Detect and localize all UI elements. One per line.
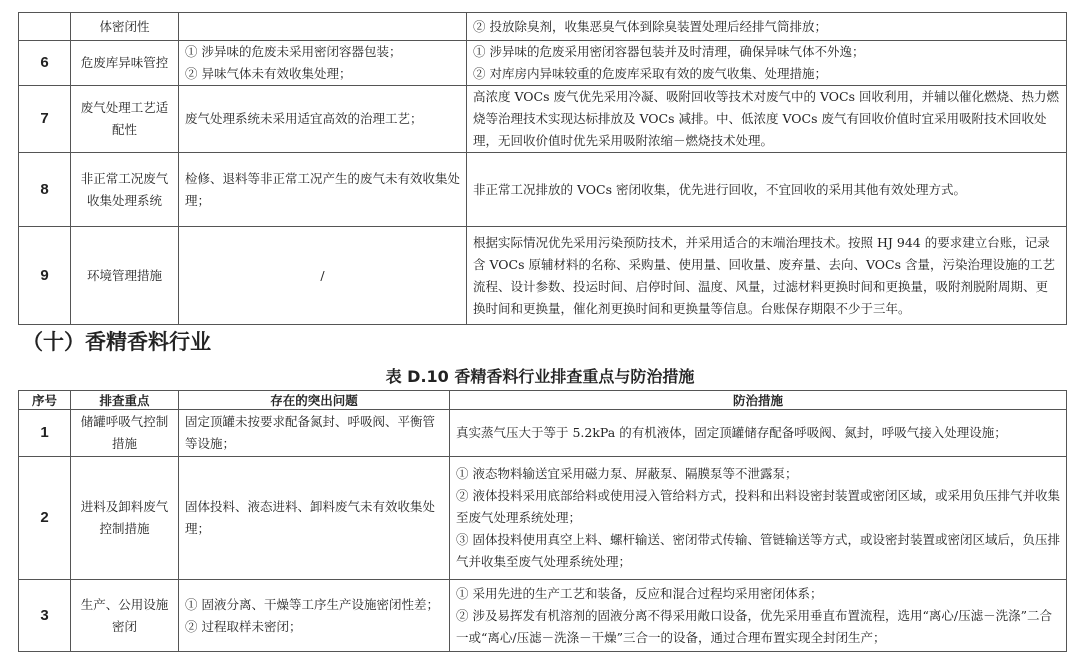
measure-text: ② 涉及易挥发有机溶剂的固液分离不得采用敞口设备，优先采用垂直布置流程，选用“离心/压滤－洗涤”二合一或“离心/压滤－洗涤－干燥”三合一的设备，通过合理布置实现全封闭生产；	[456, 607, 1052, 645]
check-point: 储罐呼吸气控制措施	[71, 410, 179, 457]
measures-cell	[450, 457, 1067, 580]
table-row	[19, 457, 1067, 580]
row-number: 8	[19, 153, 71, 227]
measures-cell	[467, 41, 1067, 86]
problem-text: 固定顶罐未按要求配备氮封、呼吸阀、平衡管等设施；	[185, 414, 436, 451]
check-point: 危废库异味管控	[71, 41, 179, 86]
row-number	[19, 13, 71, 41]
problem-cell	[179, 13, 467, 41]
measure-text: ② 液体投料采用底部给料或使用浸入管给料方式，投料和出料设密封装置或密闭区域，或采用负压排气并收集至废气处理系统处理；	[456, 488, 1060, 525]
header-point: 排查重点	[71, 391, 179, 410]
problem-cell	[179, 457, 450, 580]
measures-cell	[450, 410, 1067, 457]
measure-text: ③ 固体投料使用真空上料、螺杆输送、密闭带式传输、管链输送等方式，或设密封装置或密闭区域后，负压排气并收集至废气处理系统处理；	[456, 532, 1060, 569]
check-point: 非正常工况废气收集处理系统	[71, 153, 179, 227]
problem-text: 固体投料、液态进料、卸料废气未有效收集处理；	[185, 499, 436, 536]
row-number: 3	[19, 580, 71, 652]
problem-cell	[179, 410, 450, 457]
problem-cell	[179, 86, 467, 153]
header-problem: 存在的突出问题	[179, 391, 450, 410]
measure-text: 真实蒸气压大于等于 5.2kPa 的有机液体，固定顶罐储存配备呼吸阀、氮封，呼吸气接入处理设施；	[456, 425, 1007, 440]
table-header-row	[19, 391, 1067, 410]
section-heading: （十）香精香料行业	[22, 330, 211, 354]
measure-text: ② 对库房内异味较重的危废库采取有效的废气收集、处理措施；	[473, 66, 827, 81]
measures-cell	[467, 153, 1067, 227]
measure-text: ① 涉异味的危废采用密闭容器包装并及时清理，确保异味气体不外逸；	[473, 44, 865, 59]
problem-text: ① 涉异味的危废未采用密闭容器包装；	[185, 44, 402, 59]
row-number: 2	[19, 457, 71, 580]
check-point: 废气处理工艺适配性	[71, 86, 179, 153]
measures-cell	[467, 86, 1067, 153]
table-row	[19, 41, 1067, 86]
table-row	[19, 227, 1067, 325]
check-point: 生产、公用设施密闭	[71, 580, 179, 652]
problem-text: /	[320, 267, 325, 283]
measure-text: 根据实际情况优先采用污染预防技术，并采用适合的末端治理技术。按照 HJ 944 的要求建立台账，记录含 VOCs 原辅材料的名称、采购量、使用量、回收量、废弃量、去向、VOCs 含量，污染治理设施的工艺流程、设计参数、投运时间、启停时间、温度、风量，过滤材料更换时间和更换量，吸附剂脱附周期、更换时间和更换量，催化剂更换时间和更换量等信息。台账保存期限不少于三年。	[473, 234, 1055, 316]
check-point: 环境管理措施	[71, 227, 179, 325]
measures-cell	[467, 13, 1067, 41]
table-d10	[18, 390, 1067, 652]
table-row	[19, 86, 1067, 153]
measure-text: 高浓度 VOCs 废气优先采用冷凝、吸附回收等技术对废气中的 VOCs 回收利用，并辅以催化燃烧、热力燃烧等治理技术实现达标排放及 VOCs 减排。中、低浓度 VOCs 废气有回收价值时宜采用吸附技术回收处理，无回收价值时优先采用吸附浓缩－燃烧技术处理。	[473, 89, 1059, 148]
table-row	[19, 153, 1067, 227]
check-point: 体密闭性	[71, 13, 179, 41]
problem-text: ② 过程取样未密闭；	[185, 618, 302, 634]
measures-cell	[467, 227, 1067, 325]
problem-text: 废气处理系统未采用适宜高效的治理工艺；	[185, 111, 423, 126]
table-top	[18, 12, 1067, 325]
header-measures: 防治措施	[450, 391, 1067, 410]
row-number: 1	[19, 410, 71, 457]
problem-cell	[179, 580, 450, 652]
table-row	[19, 13, 1067, 41]
problem-cell	[179, 227, 467, 325]
row-number: 7	[19, 86, 71, 153]
measures-cell	[450, 580, 1067, 652]
header-no: 序号	[19, 391, 71, 410]
table-row	[19, 410, 1067, 457]
measure-text: 非正常工况排放的 VOCs 密闭收集，优先进行回收，不宜回收的采用其他有效处理方式。	[473, 181, 966, 197]
measure-text: ① 液态物料输送宜采用磁力泵、屏蔽泵、隔膜泵等不泄露泵；	[456, 466, 798, 481]
problem-text: ① 固液分离、干燥等工序生产设施密闭性差；	[185, 596, 439, 612]
measure-text: ② 投放除臭剂，收集恶臭气体到除臭装置处理后经排气筒排放；	[473, 18, 827, 34]
problem-text: 检修、退料等非正常工况产生的废气未有效收集处理；	[185, 170, 461, 208]
problem-cell	[179, 153, 467, 227]
row-number: 9	[19, 227, 71, 325]
table-title: 表 D.10 香精香料行业排查重点与防治措施	[385, 367, 695, 386]
measure-text: ① 采用先进的生产工艺和装备，反应和混合过程均采用密闭体系；	[456, 585, 823, 601]
table-row	[19, 580, 1067, 652]
problem-cell	[179, 41, 467, 86]
row-number: 6	[19, 41, 71, 86]
problem-text: ② 异味气体未有效收集处理；	[185, 66, 352, 81]
check-point: 进料及卸料废气控制措施	[71, 457, 179, 580]
